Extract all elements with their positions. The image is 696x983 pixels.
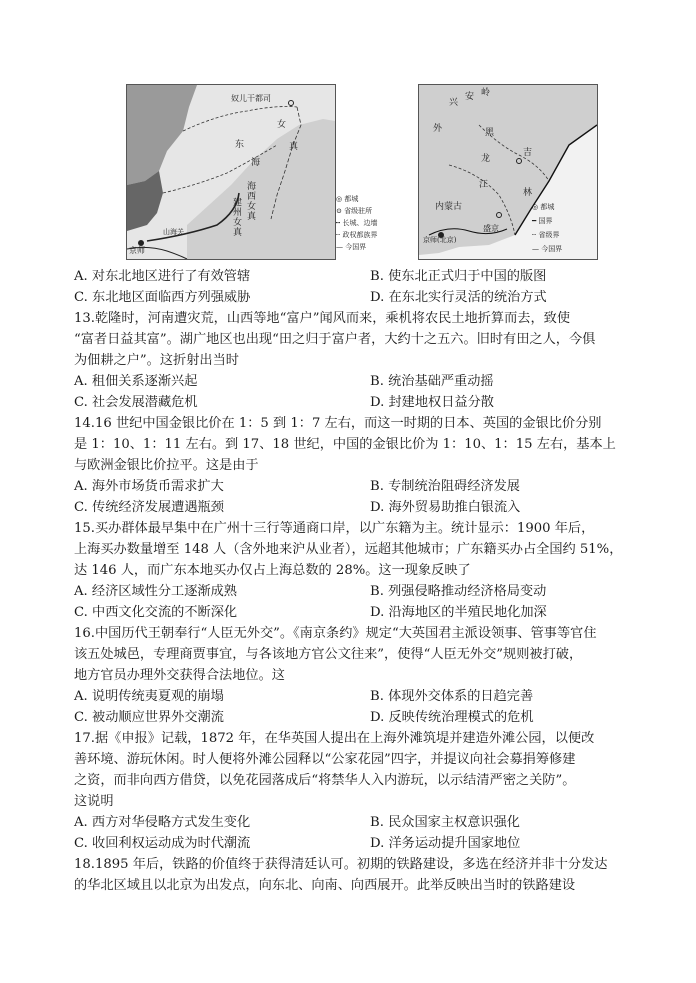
option-d[interactable]: D. 海外贸易助推白银流入	[370, 500, 521, 515]
question-stem-line: 14.16 世纪中国金银比价在 1：5 到 1：7 左右，而这一时期的日本、英国的金银比价分别	[74, 416, 602, 431]
question-stem-line: 是 1：10、1：11 左右。到 17、18 世纪，中国的金银比价为 1：10、1：15 左右，基本上	[74, 437, 616, 452]
option-d[interactable]: D. 封建地权日益分散	[370, 395, 494, 410]
question-stem-line: 之资，而非向西方借贷，以免花园落成后“将禁华人入内游玩，以示结清严密之关防”。	[74, 773, 576, 788]
question-13	[74, 308, 634, 413]
question-stem-line: 15.买办群体最早集中在广州十三行等通商口岸，以广东籍为主。统计显示：1900 年后，	[74, 521, 595, 536]
ming-northeast-map	[126, 84, 336, 260]
option-b[interactable]: B. 使东北正式归于中国的版图	[370, 269, 547, 284]
question-stem-line: 上海买办数量增至 148 人（含外地来沪从业者），远超其他城市；广东籍买办占全国约 51%，	[74, 542, 623, 557]
question-stem-line: 17.据《申报》记载，1872 年，在华英国人提出在上海外滩筑堤并建造外滩公园，以便改	[74, 731, 595, 746]
label-hei: 黑	[485, 128, 495, 138]
option-d[interactable]: D. 沿海地区的半殖民地化加深	[370, 605, 547, 620]
label-nu: 女	[277, 120, 287, 130]
label-zhen: 真	[289, 142, 299, 152]
label-jianzhou: 建州女真	[231, 197, 241, 237]
legend-modern-border: — 今国界	[336, 243, 367, 251]
question-stem-line: 为佃耕之户”。这折射出当时	[74, 353, 239, 368]
option-c[interactable]: C. 中西文化交流的不断深化	[74, 605, 238, 620]
question-17	[74, 728, 634, 854]
option-a[interactable]: A. 对东北地区进行了有效管辖	[74, 269, 251, 284]
questions-text	[74, 266, 634, 896]
legend2-capital: ◎ 都城	[532, 203, 555, 211]
legend2-border: ━ 国界	[532, 217, 553, 225]
option-b[interactable]: B. 体现外交体系的日趋完善	[370, 689, 534, 704]
label-an: 安	[465, 92, 475, 102]
option-b[interactable]: B. 统治基础严重动摇	[370, 374, 494, 389]
label-dong: 东	[235, 140, 245, 150]
question-stem-line: “富者日益其富”。湖广地区也出现“田之归于富户者，大约十之五六。旧时有田之人，今俱	[74, 332, 596, 347]
option-c[interactable]: C. 传统经济发展遭遇瓶颈	[74, 500, 224, 515]
question-stem-line: 善环境、游玩休闲。时人便将外滩公园释以“公家花园”四字，并提议向社会募捐筹修建	[74, 752, 576, 767]
question-stem-line: 该五处城邑，专理商贾事宜，与各该地方官公文往来”，使得“人臣无外交”规则被打破，	[74, 647, 583, 662]
option-d[interactable]: D. 反映传统治理模式的危机	[370, 710, 534, 725]
question-18	[74, 854, 634, 896]
label-lin: 林	[523, 188, 533, 198]
option-c[interactable]: C. 收回利权运动成为时代潮流	[74, 836, 251, 851]
map2-legend	[530, 202, 596, 258]
question-15	[74, 518, 634, 623]
question-14	[74, 413, 634, 518]
label-neimenggu: 内蒙古	[435, 202, 463, 212]
map-figures	[0, 84, 696, 262]
question-12-options	[74, 266, 634, 308]
question-stem-line: 与欧洲金银比价拉平。这是由于	[74, 458, 259, 473]
option-b[interactable]: B. 专制统治阻碍经济发展	[370, 479, 520, 494]
label-jingshi: 京师	[129, 246, 145, 255]
option-a[interactable]: A. 说明传统夷夏观的崩塌	[74, 689, 224, 704]
legend-great-wall: ┅ 长城、边墙	[336, 219, 378, 227]
question-stem-line: 的华北区域且以北京为出发点，向东北、向南、向西展开。此举反映出当时的铁路建设	[74, 878, 576, 893]
legend-capital: ◎ 都城	[336, 195, 359, 203]
label-long: 龙	[481, 154, 491, 164]
label-jingshi-beijing: 京师(北京)	[423, 236, 457, 244]
question-stem-line: 达 146 人，而广东本地买办仅占上海总数的 28%。这一现象反映了	[74, 563, 471, 578]
question-stem-line: 18.1895 年后，铁路的价值终于获得清廷认可。初期的铁路建设，多选在经济并非十分发达	[74, 857, 608, 872]
label-wai: 外	[433, 124, 443, 134]
option-a[interactable]: A. 经济区域性分工逐渐成熟	[74, 584, 237, 599]
label-jiang: 江	[479, 180, 489, 190]
option-d[interactable]: D. 洋务运动提升国家地位	[370, 836, 521, 851]
question-stem-line: 这说明	[74, 794, 114, 809]
legend2-modern-border: — 今国界	[532, 245, 563, 253]
option-d[interactable]: D. 在东北实行灵活的统治方式	[370, 290, 547, 305]
label-shanhaiguan: 山海关	[163, 228, 184, 236]
option-a[interactable]: A. 西方对华侵略方式发生变化	[74, 815, 251, 830]
option-a[interactable]: A. 租佃关系逐渐兴起	[74, 374, 198, 389]
label-shengjing: 盛京	[483, 224, 499, 233]
label-nuergan: 奴儿干都司	[231, 94, 271, 103]
label-ling: 岭	[481, 88, 491, 98]
option-c[interactable]: C. 社会发展潜藏危机	[74, 395, 198, 410]
map1-legend	[334, 194, 426, 260]
option-b[interactable]: B. 列强侵略推动经济格局变动	[370, 584, 547, 599]
label-hai: 海	[251, 158, 261, 168]
question-stem-line: 地方官员办理外交获得合法地位。这	[74, 668, 285, 683]
legend-ethnic-boundary: ┄ 政权都族界	[336, 231, 378, 239]
legend2-provincial: ┄ 省级界	[532, 231, 560, 239]
label-haixi: 海西女真	[245, 181, 255, 221]
option-b[interactable]: B. 民众国家主权意识强化	[370, 815, 520, 830]
question-stem-line: 16.中国历代王朝奉行“人臣无外交”。《南京条约》规定“大英国君主派设领事、管事等官住	[74, 626, 597, 641]
question-stem-line: 13.乾隆时，河南遭灾荒，山西等地“富户”闻风而来，乘机将农民土地折算而去，致使	[74, 311, 571, 326]
question-16	[74, 623, 634, 728]
option-c[interactable]: C. 东北地区面临西方列强威胁	[74, 290, 251, 305]
option-a[interactable]: A. 海外市场货币需求扩大	[74, 479, 224, 494]
option-c[interactable]: C. 被动顺应世界外交潮流	[74, 710, 224, 725]
label-ji: 吉	[523, 148, 533, 158]
legend-provincial-seat: ⊙ 省级驻所	[336, 207, 373, 215]
label-xing: 兴	[449, 98, 459, 108]
